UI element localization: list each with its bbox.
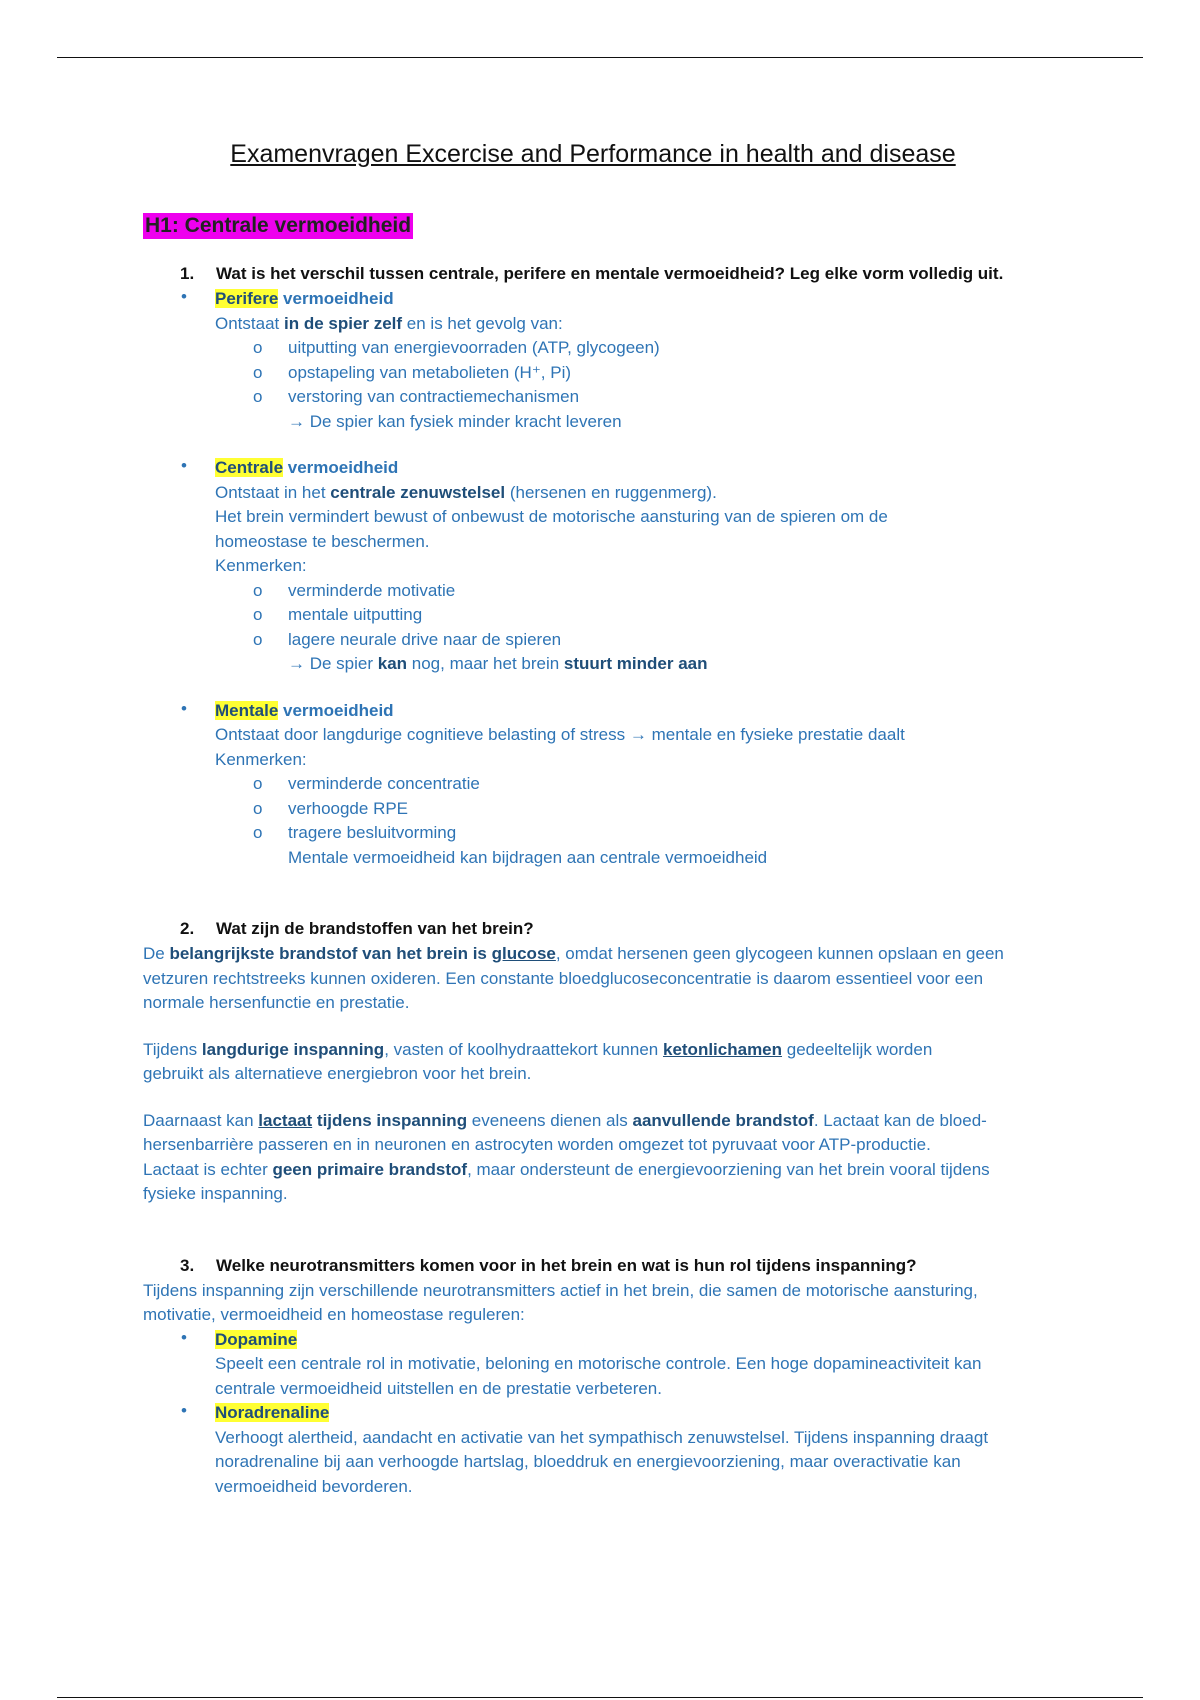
paragraph-line: gebruikt als alternatieve energiebron voor het brein. [143,1064,532,1083]
highlight-term: Noradrenaline [215,1403,330,1422]
paragraph-line: vetzuren rechtstreeks kunnen oxideren. Een constante bloedglucoseconcentratie is daarom essentieel voor een [143,968,984,988]
sub-note: Mentale vermoeidheid kan bijdragen aan centrale vermoeidheid [288,847,768,867]
text-span: eveneens dienen als [467,1110,633,1130]
paragraph-lactaat [143,1109,1063,1207]
circle-bullet-icon: o [253,387,263,406]
bullet-noradrenaline [143,1401,1063,1499]
text-span: , vasten of koolhydraattekort kunnen [384,1039,663,1059]
circle-bullet-icon: o [253,362,263,382]
text-span: Ontstaat [215,313,284,333]
sub-item [143,821,1063,846]
paragraph-line: motivatie, vermoeidheid en homeostase reguleren: [143,1305,525,1324]
question-3 [180,1253,1063,1279]
circle-bullet-icon: o [253,605,263,624]
bold-span: aanvullende brandstof [632,1110,814,1130]
question-text: Wat is het verschil tussen centrale, perifere en mentale vermoeidheid? Leg elke vorm volledig uit. [216,264,1004,283]
bold-span: kan [377,654,408,673]
term-rest: vermoeidheid [278,700,394,720]
highlight-term: Dopamine [215,1329,298,1349]
arrow-conclusion: → De spier kan fysiek minder kracht leveren [288,411,622,431]
paragraph-line: Tijdens inspanning zijn verschillende neurotransmitters actief in het brein, die samen de motorische aansturing, [143,1280,978,1300]
question-number: 3. [180,1255,195,1275]
sub-item [143,772,1063,797]
highlight-term: Perifere [215,289,279,308]
text-span: Lactaat is echter [143,1159,273,1179]
text-span: , maar ondersteunt de energievoorziening van het brein vooral tijdens [467,1159,990,1179]
bold-span: stuurt minder aan [563,654,708,673]
sub-item-text: mentale uitputting [288,605,423,624]
circle-bullet-icon: o [253,629,263,649]
bold-span: geen primaire brandstof [272,1159,468,1179]
sub-item [143,336,1063,361]
underlined-term: glucose [491,944,556,963]
bullet-icon: • [181,287,187,306]
circle-bullet-icon: o [253,823,263,842]
sub-item-text: opstapeling van metabolieten (H⁺, Pi) [288,362,572,382]
paragraph-line: fysieke inspanning. [143,1184,288,1203]
sub-item-text: verminderde concentratie [288,774,480,793]
text-span: , omdat hersenen geen glycogeen kunnen opslaan en geen [555,944,1004,963]
text-span: Daarnaast kan [143,1110,259,1130]
bold-span: tijdens inspanning [316,1110,468,1130]
bullet-mentale [143,699,1063,773]
sub-item [143,361,1063,386]
paragraph-line: Het brein vermindert bewust of onbewust de motorische aansturing van de spieren om de [215,507,888,526]
paragraph-line: vermoeidheid bevorderen. [215,1476,413,1496]
sub-item-text: lagere neurale drive naar de spieren [288,629,562,649]
question-2 [180,916,1063,942]
question-number: 2. [180,919,195,938]
text-span: en is het gevolg van: [402,313,563,333]
circle-bullet-icon: o [253,580,263,600]
bullet-icon: • [181,698,187,718]
underlined-term: lactaat [258,1110,313,1130]
paragraph-line: normale hersenfunctie en prestatie. [143,993,410,1012]
highlight-term: Centrale [215,458,284,477]
text-span: Tijdens [143,1039,202,1059]
sub-item [143,385,1063,410]
document-title: Examenvragen Excercise and Performance in health and disease [230,140,956,168]
sub-item [143,603,1063,628]
paragraph-line: homeostase te beschermen. [215,531,430,551]
paragraph-glucose [143,942,1063,1016]
sub-item [143,628,1063,653]
term-rest: vermoeidheid [283,458,399,477]
text-span: gedeeltelijk worden [782,1039,933,1059]
chapter-heading-text: H1: Centrale vermoeidheid [145,214,412,237]
question-text: Welke neurotransmitters komen voor in het brein en wat is hun rol tijdens inspanning? [216,1255,917,1275]
text-span: Ontstaat in het [215,482,331,502]
highlight-term: Mentale [215,700,279,720]
bullet-icon: • [181,1327,187,1347]
chapter-heading [143,213,1063,261]
bold-span: in de spier zelf [283,313,403,333]
text-span: (hersenen en ruggenmerg). [505,482,717,502]
kenmerken-label: Kenmerken: [215,556,307,575]
bold-span: centrale zenuwstelsel [330,482,506,502]
question-1 [180,261,1063,287]
term-rest: vermoeidheid [278,289,394,308]
bold-span: belangrijkste brandstof van het brein is [169,944,492,963]
bullet-centrale [143,456,1063,579]
question-text: Wat zijn de brandstoffen van het brein? [216,919,534,938]
text-span: nog, maar het brein [407,654,564,673]
paragraph-ketonen [143,1038,1063,1087]
document-body [143,140,1063,1499]
kenmerken-label: Kenmerken: [215,749,307,769]
text-span: . Lactaat kan de bloed- [813,1110,987,1130]
circle-bullet-icon: o [253,338,263,357]
text-span: De [143,944,170,963]
text-span: → De spier [288,654,378,673]
bullet-perifere [143,287,1063,336]
sub-item-text: verminderde motivatie [288,580,456,600]
sub-item [143,579,1063,604]
underlined-term: ketonlichamen [662,1039,783,1059]
circle-bullet-icon: o [253,798,263,818]
question-number: 1. [180,264,195,283]
bullet-icon: • [181,456,187,475]
paragraph-line: centrale vermoeidheid uitstellen en de prestatie verbeteren. [215,1378,662,1398]
paragraph-line: Ontstaat door langdurige cognitieve belasting of stress → mentale en fysieke prestatie daalt [215,725,905,744]
sub-item-text: uitputting van energievoorraden (ATP, glycogeen) [288,338,660,357]
bullet-icon: • [181,1401,187,1420]
bullet-dopamine [143,1328,1063,1402]
paragraph-line: noradrenaline bij aan verhoogde hartslag, bloeddruk en energievoorziening, maar overactivatie kan [215,1452,961,1471]
sub-item-text: verhoogde RPE [288,798,409,818]
paragraph-line: hersenbarrière passeren en in neuronen en astrocyten worden omgezet tot pyruvaat voor ATP-productie. [143,1135,931,1154]
sub-item [143,797,1063,822]
footer-rule [57,1697,1143,1698]
paragraph-line: Speelt een centrale rol in motivatie, beloning en motorische controle. Een hoge dopamineactiviteit kan [215,1354,982,1373]
circle-bullet-icon: o [253,774,263,793]
arrow-conclusion [143,652,1063,677]
paragraph-line: Verhoogt alertheid, aandacht en activatie van het sympathisch zenuwstelsel. Tijdens inspanning draagt [215,1427,989,1447]
sub-item-text: tragere besluitvorming [288,823,457,842]
header-rule [57,57,1143,58]
bold-span: langdurige inspanning [201,1039,385,1059]
sub-item-text: verstoring van contractiemechanismen [288,387,580,406]
